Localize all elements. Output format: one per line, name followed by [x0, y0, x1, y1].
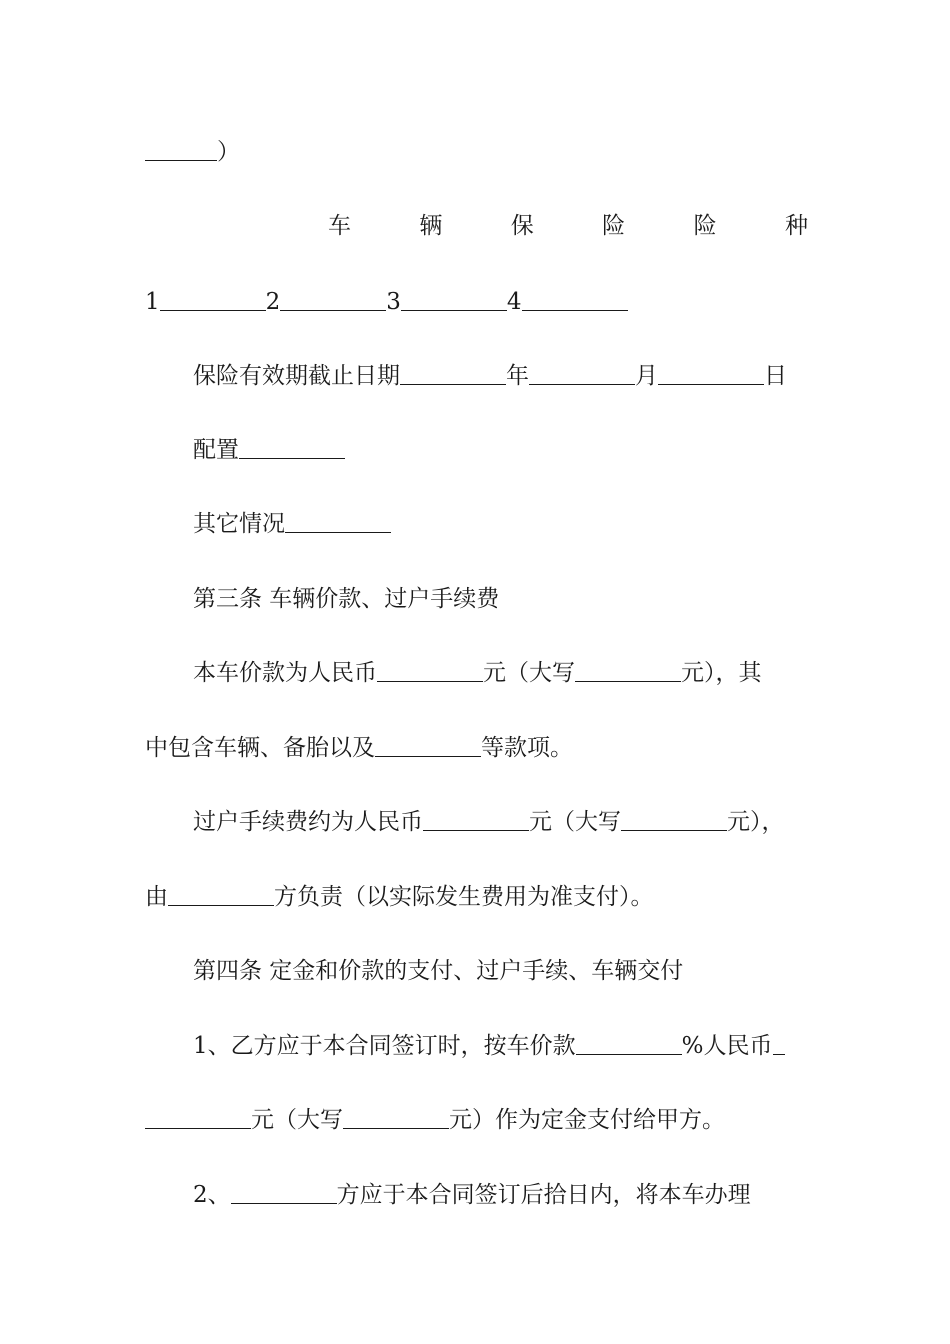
day-field[interactable]	[658, 362, 764, 385]
percent-field[interactable]	[576, 1032, 682, 1055]
price-line-1: 本车价款为人民币 元（大写 元），其	[193, 660, 762, 686]
insurance-type-1-field[interactable]	[160, 288, 266, 311]
heading-char: 种	[784, 213, 808, 239]
insurance-type-4-field[interactable]	[522, 288, 628, 311]
deposit-amount-field-start[interactable]	[773, 1032, 785, 1055]
insurance-valid-until: 保险有效期截止日期 年 月 日	[193, 363, 787, 389]
items-field[interactable]	[375, 734, 481, 757]
blank-line-close: ）	[145, 137, 240, 167]
heading-char: 辆	[419, 213, 443, 239]
deposit-line-1: 1、乙方应于本合同签订时，按车价款 %人民币	[193, 1031, 785, 1061]
transfer-party-field[interactable]	[231, 1181, 337, 1204]
heading-char: 险	[693, 213, 717, 239]
price-line-2: 中包含车辆、备胎以及 等款项。	[145, 735, 573, 761]
deposit-line-2: 元（大写 元）作为定金支付给甲方。	[145, 1105, 725, 1135]
fee-line-1: 过户手续费约为人民币 元（大写 元），	[193, 809, 785, 835]
transfer-line: 2、 方应于本合同签订后拾日内，将本车办理	[193, 1182, 751, 1208]
insurance-type-2-field[interactable]	[280, 288, 386, 311]
blank-field[interactable]	[145, 138, 217, 161]
config-line: 配置	[193, 435, 345, 465]
price-field[interactable]	[377, 659, 483, 682]
other-field[interactable]	[285, 510, 391, 533]
insurance-type-3-field[interactable]	[401, 288, 507, 311]
fee-field[interactable]	[423, 808, 529, 831]
fee-party-field[interactable]	[168, 883, 274, 906]
fee-words-field[interactable]	[621, 808, 727, 831]
insurance-type-heading	[328, 211, 808, 241]
heading-char: 险	[602, 213, 626, 239]
config-field[interactable]	[239, 436, 345, 459]
heading-char: 车	[328, 213, 351, 239]
deposit-amount-field[interactable]	[145, 1106, 251, 1129]
year-field[interactable]	[400, 362, 506, 385]
month-field[interactable]	[529, 362, 635, 385]
article-3-heading: 第三条 车辆价款、过户手续费	[193, 586, 500, 612]
other-line: 其它情况	[193, 509, 391, 539]
article-4-heading: 第四条 定金和价款的支付、过户手续、车辆交付	[193, 958, 684, 984]
deposit-words-field[interactable]	[343, 1106, 449, 1129]
heading-char: 保	[510, 213, 534, 239]
insurance-type-fields: 1 2 3 4	[145, 287, 628, 317]
price-words-field[interactable]	[575, 659, 681, 682]
fee-line-2: 由 方负责（以实际发生费用为准支付）。	[145, 884, 654, 910]
